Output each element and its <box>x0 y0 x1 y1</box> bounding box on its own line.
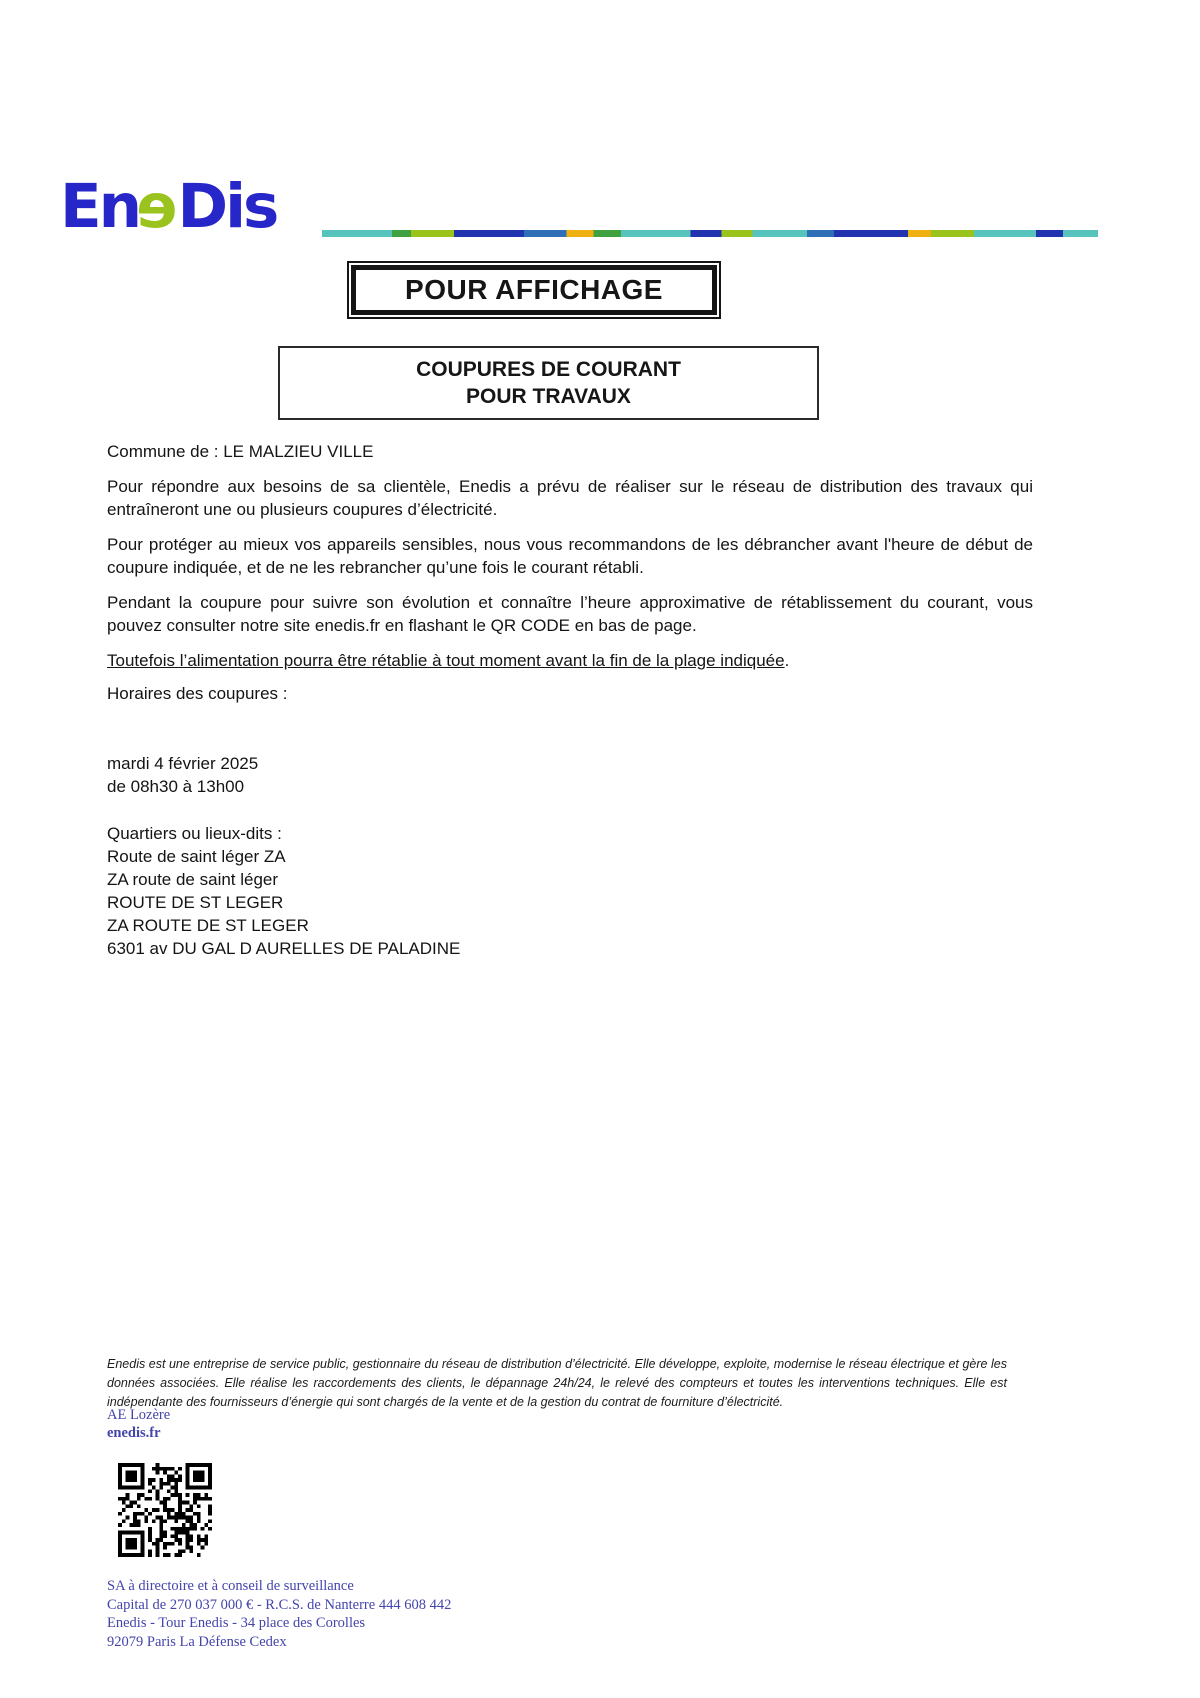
website-text: enedis.fr <box>107 1425 161 1441</box>
warning-period: . <box>784 651 790 670</box>
letter-body <box>107 440 1033 960</box>
commune-line: Commune de : LE MALZIEU VILLE <box>107 442 374 461</box>
warning-underlined-text: Toutefois l’alimentation pourra être rétablie à tout moment avant la fin de la plage indiquée <box>107 651 785 670</box>
coupures-notice-box <box>278 346 819 420</box>
legal-line: Capital de 270 037 000 € - R.C.S. de Nanterre 444 608 442 <box>107 1596 452 1613</box>
district-item: 6301 av DU GAL D AURELLES DE PALADINE <box>107 939 461 958</box>
district-item: ROUTE DE ST LEGER <box>107 893 284 912</box>
district-item: ZA ROUTE DE ST LEGER <box>107 916 309 935</box>
legal-block <box>107 1577 451 1651</box>
pour-affichage-title: POUR AFFICHAGE <box>351 265 717 315</box>
agency-block <box>107 1406 170 1442</box>
advice-paragraph: Pour protéger au mieux vos appareils sensibles, nous vous recommandons de les débrancher avant l'heure de début de coupure indiquée, et de ne les rebrancher qu’une fois le courant rétabli. <box>107 535 1033 577</box>
enedis-logo <box>60 171 277 242</box>
outage-schedule <box>107 752 1033 798</box>
districts-list <box>107 822 1033 960</box>
district-item: Route de saint léger ZA <box>107 847 286 866</box>
schedule-label: Horaires des coupures : <box>107 684 288 703</box>
warning-line <box>107 649 1033 672</box>
logo-text-right: Dis <box>177 171 277 242</box>
agency-name: AE Lozère <box>107 1407 171 1423</box>
qr-info-paragraph: Pendant la coupure pour suivre son évolution et connaître l’heure approximative de rétablissement du courant, vous pouvez consulter notre site enedis.fr en flashant le QR CODE en bas de page. <box>107 593 1033 635</box>
pour-affichage-banner <box>347 261 721 319</box>
logo-green-e: e <box>139 171 178 242</box>
legal-line: 92079 Paris La Défense Cedex <box>107 1633 287 1650</box>
notice-line-2: POUR TRAVAUX <box>466 385 631 408</box>
legal-line: SA à directoire et à conseil de surveillance <box>107 1578 354 1594</box>
intro-paragraph: Pour répondre aux besoins de sa clientèle, Enedis a prévu de réaliser sur le réseau de distribution des travaux qui entraîneront une ou plusieurs coupures d’électricité. <box>107 477 1033 519</box>
districts-label: Quartiers ou lieux-dits : <box>107 824 282 843</box>
outage-time: de 08h30 à 13h00 <box>107 777 245 796</box>
district-item: ZA route de saint léger <box>107 870 279 889</box>
logo-text-left: En <box>60 171 140 242</box>
company-description: Enedis est une entreprise de service public, gestionnaire du réseau de distribution d’électricité. Elle développe, exploite, modernise le réseau électrique et gère les données associées. Elle réalise les raccordements des clients, le dépannage 24h/24, le relevé des compteurs et toutes les interventions techniques. Elle est indépendante des fournisseurs d’énergie qui sont chargés de la vente et de la gestion du contrat de fourniture d’électricité. <box>107 1356 1007 1409</box>
qr-code <box>118 1463 212 1557</box>
legal-line: Enedis - Tour Enedis - 34 place des Corolles <box>107 1615 366 1631</box>
notice-line-1: COUPURES DE COURANT <box>416 358 681 381</box>
brand-color-dashed-line <box>322 230 1098 237</box>
outage-date: mardi 4 février 2025 <box>107 754 259 773</box>
